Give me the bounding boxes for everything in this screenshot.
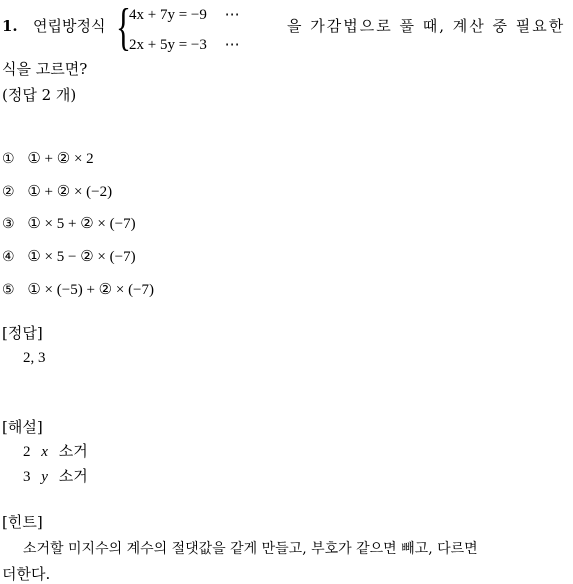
choice-2-mark: ② [2,184,15,200]
question-prefix: 연립방정식 [33,17,106,35]
answer-value: 2, 3 [23,350,46,366]
equation-1 [129,8,240,23]
equation-2-marker: ⋯ [224,37,240,53]
choice-5-text: ① × (−5) + ② × (−7) [27,282,155,298]
choice-2-text: ① + ② × (−2) [27,184,113,200]
choice-5[interactable] [2,282,154,298]
choice-4-text: ① × 5 − ② × (−7) [27,249,136,265]
hint-line-1: 소거할 미지수의 계수의 절댓값을 같게 만들고, 부호가 같으면 빼고, 다르면 [23,541,478,557]
explanation-header: [해설] [2,418,43,436]
explanation-1-var: x [41,444,48,460]
explanation-2-word: 소거 [58,467,88,485]
explanation-2-var: y [41,469,48,485]
choice-2[interactable] [2,184,112,200]
explanation-1-word: 소거 [58,442,88,460]
answer-header: [정답] [2,324,43,342]
question-line2: 식을 고르면? [2,60,88,78]
choice-3-mark: ③ [2,216,15,232]
choice-1-text: ① + ② × 2 [27,151,94,167]
explanation-2-num: 3 [23,469,31,485]
equation-1-lhs: 4x + 7y = −9 [129,7,207,23]
question-suffix: 을 가감법으로 풀 때, 계산 중 필요한 [287,17,566,35]
choice-1-mark: ① [2,151,15,167]
equation-2-lhs: 2x + 5y = −3 [129,37,207,53]
explanation-line-1 [23,444,88,460]
choice-3[interactable] [2,216,136,232]
equation-1-marker: ⋯ [224,7,240,23]
explanation-line-2 [23,469,88,485]
hint-header: [힌트] [2,513,43,531]
question-note: (정답 2 개) [2,86,77,104]
hint-line-2: 더한다. [2,565,51,583]
question-number: 1. [2,17,18,35]
system-brace: { [116,0,131,56]
choice-1[interactable] [2,151,94,167]
equation-2 [129,38,240,53]
explanation-1-num: 2 [23,444,31,460]
choice-4[interactable] [2,249,136,265]
choice-4-mark: ④ [2,249,15,265]
choice-3-text: ① × 5 + ② × (−7) [27,216,136,232]
choice-5-mark: ⑤ [2,282,15,298]
